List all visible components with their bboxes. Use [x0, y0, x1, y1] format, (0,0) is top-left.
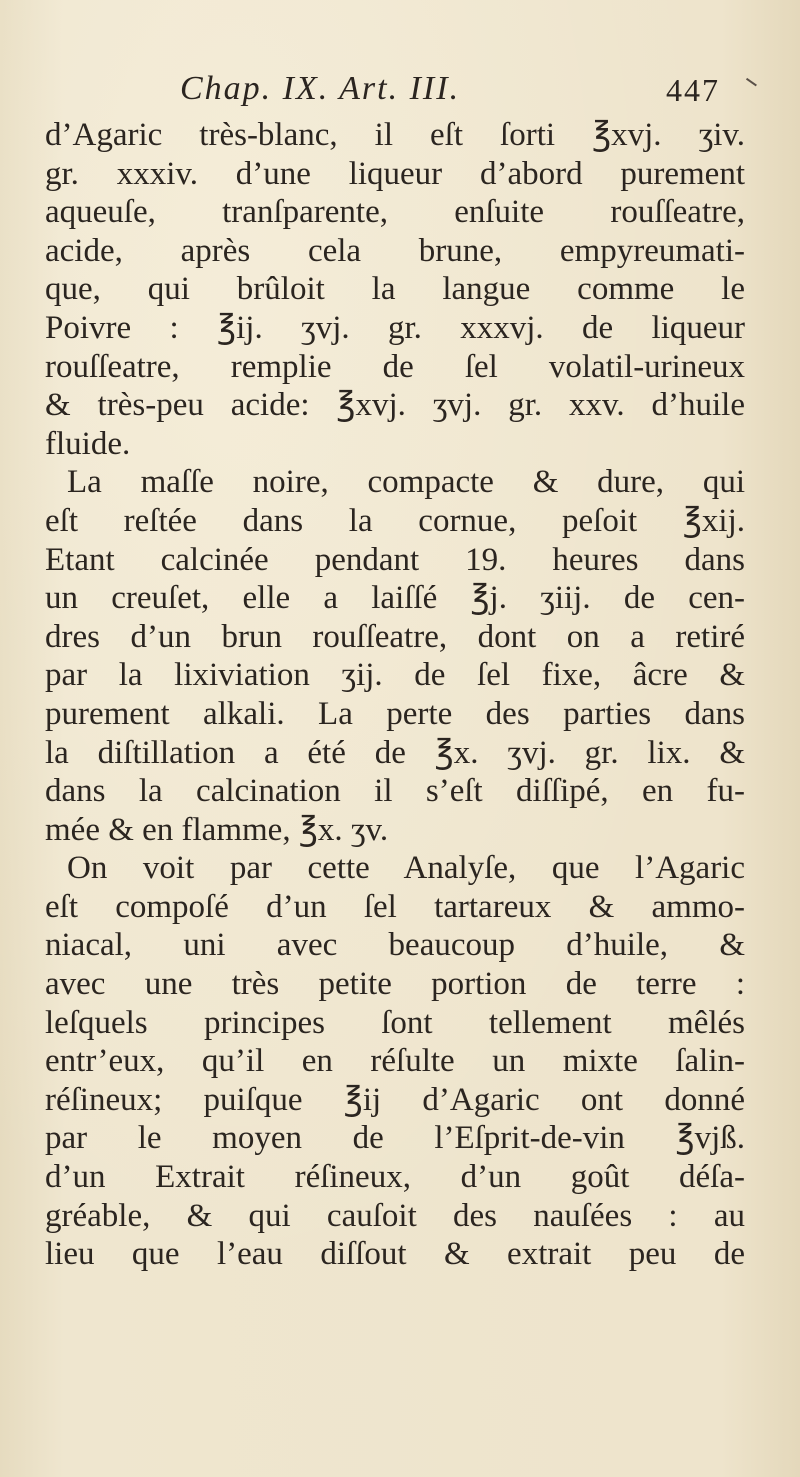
corner-mark — [739, 78, 757, 96]
text-line: rouſſeatre, remplie de ſel volatil-urineux — [45, 348, 745, 385]
text-line: gr. xxxiv. d’une liqueur d’abord purement — [45, 155, 745, 192]
chapter-title: Chap. IX. Art. III. — [180, 70, 461, 107]
text-line: la diſtillation a été de ℥x. ʒvj. gr. lix. & — [45, 734, 745, 771]
text-line: avec une très petite portion de terre : — [45, 966, 745, 1003]
text-line: acide, après cela brune, empyreumati- — [45, 232, 745, 269]
text-line: dres d’un brun rouſſeatre, dont on a retiré — [45, 618, 745, 655]
text-line: eſt reſtée dans la cornue, peſoit ℥xij. — [45, 502, 745, 539]
text-line: un creuſet, elle a laiſſé ℥j. ʒiij. de cen- — [45, 580, 745, 617]
text-line: aqueuſe, tranſparente, enſuite rouſſeatre, — [45, 194, 745, 231]
text-line: leſquels principes ſont tellement mêlés — [45, 1004, 745, 1041]
text-line: d’Agaric très-blanc, il eſt ſorti ℥xvj. ʒiv. — [45, 117, 745, 153]
text-line: purement alkali. La perte des parties dans — [45, 695, 745, 732]
text-line: par le moyen de l’Eſprit-de-vin ℥vjß. — [45, 1120, 745, 1157]
text-line: entr’eux, qu’il en réſulte un mixte ſalin- — [45, 1043, 745, 1080]
text-line: mée & en flamme, ℥x. ʒv. — [45, 811, 389, 848]
text-line: d’un Extrait réſineux, d’un goût déſa- — [45, 1159, 745, 1196]
text-line: Poivre : ℥ij. ʒvj. gr. xxxvj. de liqueur — [45, 309, 745, 346]
text-line: lieu que l’eau diſſout & extrait peu de — [45, 1236, 745, 1273]
running-head — [180, 70, 720, 110]
text-line: gréable, & qui cauſoit des nauſées : au — [45, 1197, 745, 1234]
text-line: & très-peu acide: ℥xvj. ʒvj. gr. xxv. d’huile — [45, 387, 745, 424]
text-line: que, qui brûloit la langue comme le — [45, 271, 745, 308]
text-line: eſt compoſé d’un ſel tartareux & ammo- — [45, 888, 745, 925]
text-line: La maſſe noire, compacte & dure, qui — [67, 464, 745, 501]
text-line: Etant calcinée pendant 19. heures dans — [45, 541, 745, 578]
text-line: dans la calcination il s’eſt diſſipé, en fu- — [45, 773, 745, 810]
text-line: niacal, uni avec beaucoup d’huile, & — [45, 927, 745, 964]
text-line: fluide. — [45, 425, 131, 462]
body-text — [45, 116, 745, 1274]
text-line: réſineux; puiſque ℥ij d’Agaric ont donné — [45, 1081, 745, 1118]
page-number: 447 — [666, 72, 720, 108]
text-line: par la lixiviation ʒij. de ſel fixe, âcre & — [45, 657, 745, 694]
text-line: On voit par cette Analyſe, que l’Agaric — [67, 850, 745, 887]
